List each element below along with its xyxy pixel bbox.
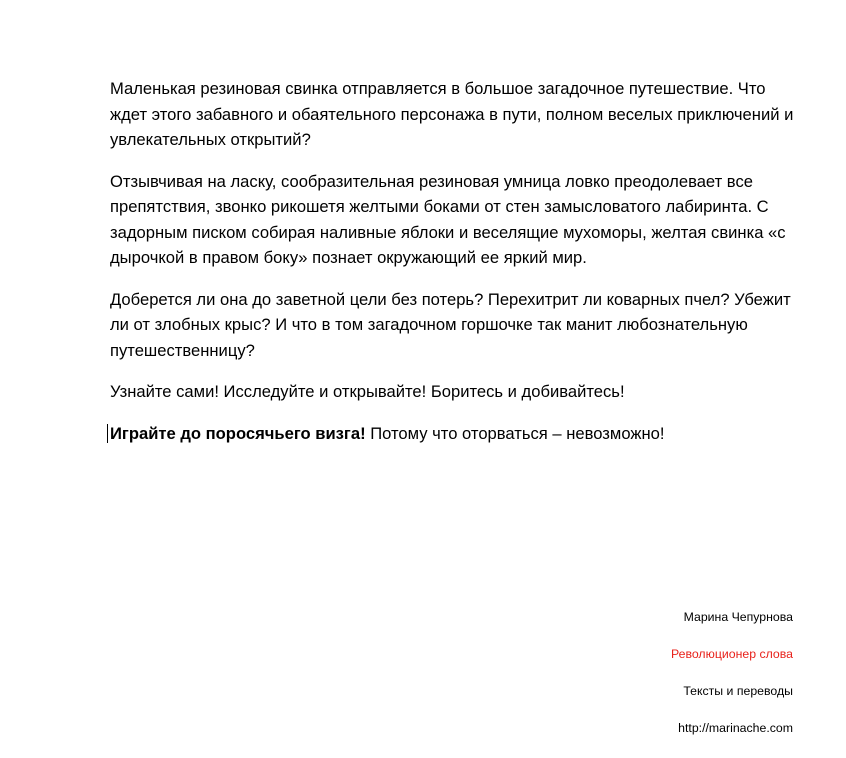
document-body — [110, 76, 800, 462]
paragraph-closing[interactable] — [110, 421, 800, 447]
paragraph-intro: Маленькая резиновая свинка отправляется в большое загадочное путешествие. Что ждет этого забавного и обаятельного персонажа в пути, полном веселых приключений и увлекательных открытий? — [110, 79, 794, 149]
text-cursor — [107, 424, 108, 443]
author-services: Тексты и переводы — [683, 684, 793, 698]
author-name: Марина Чепурнова — [683, 610, 793, 624]
paragraph-call-to-action: Узнайте сами! Исследуйте и открывайте! Боритесь и добивайтесь! — [110, 382, 625, 401]
closing-rest-text: Потому что оторваться – невозможно! — [365, 423, 665, 443]
paragraph-description: Отзывчивая на ласку, сообразительная резиновая умница ловко преодолевает все препятствия, звонко рикошетя желтыми боками от стен замысловатого лабиринта. С задорным писком собирая наливные яблоки и веселящие мухоморы, желтая свинка «с дырочкой в правом боку» познает окружающий ее яркий мир. — [110, 171, 786, 267]
closing-bold-text: Играйте до поросячьего визга! — [110, 423, 366, 443]
author-website-link[interactable]: http://marinache.com — [678, 721, 793, 735]
author-tagline: Революционер слова — [670, 647, 793, 661]
signature-block — [671, 610, 793, 758]
paragraph-questions: Доберется ли она до заветной цели без потерь? Перехитрит ли коварных пчел? Убежит ли от злобных крыс? И что в том загадочном горшочке так манит любознательную путешественницу? — [110, 289, 791, 360]
